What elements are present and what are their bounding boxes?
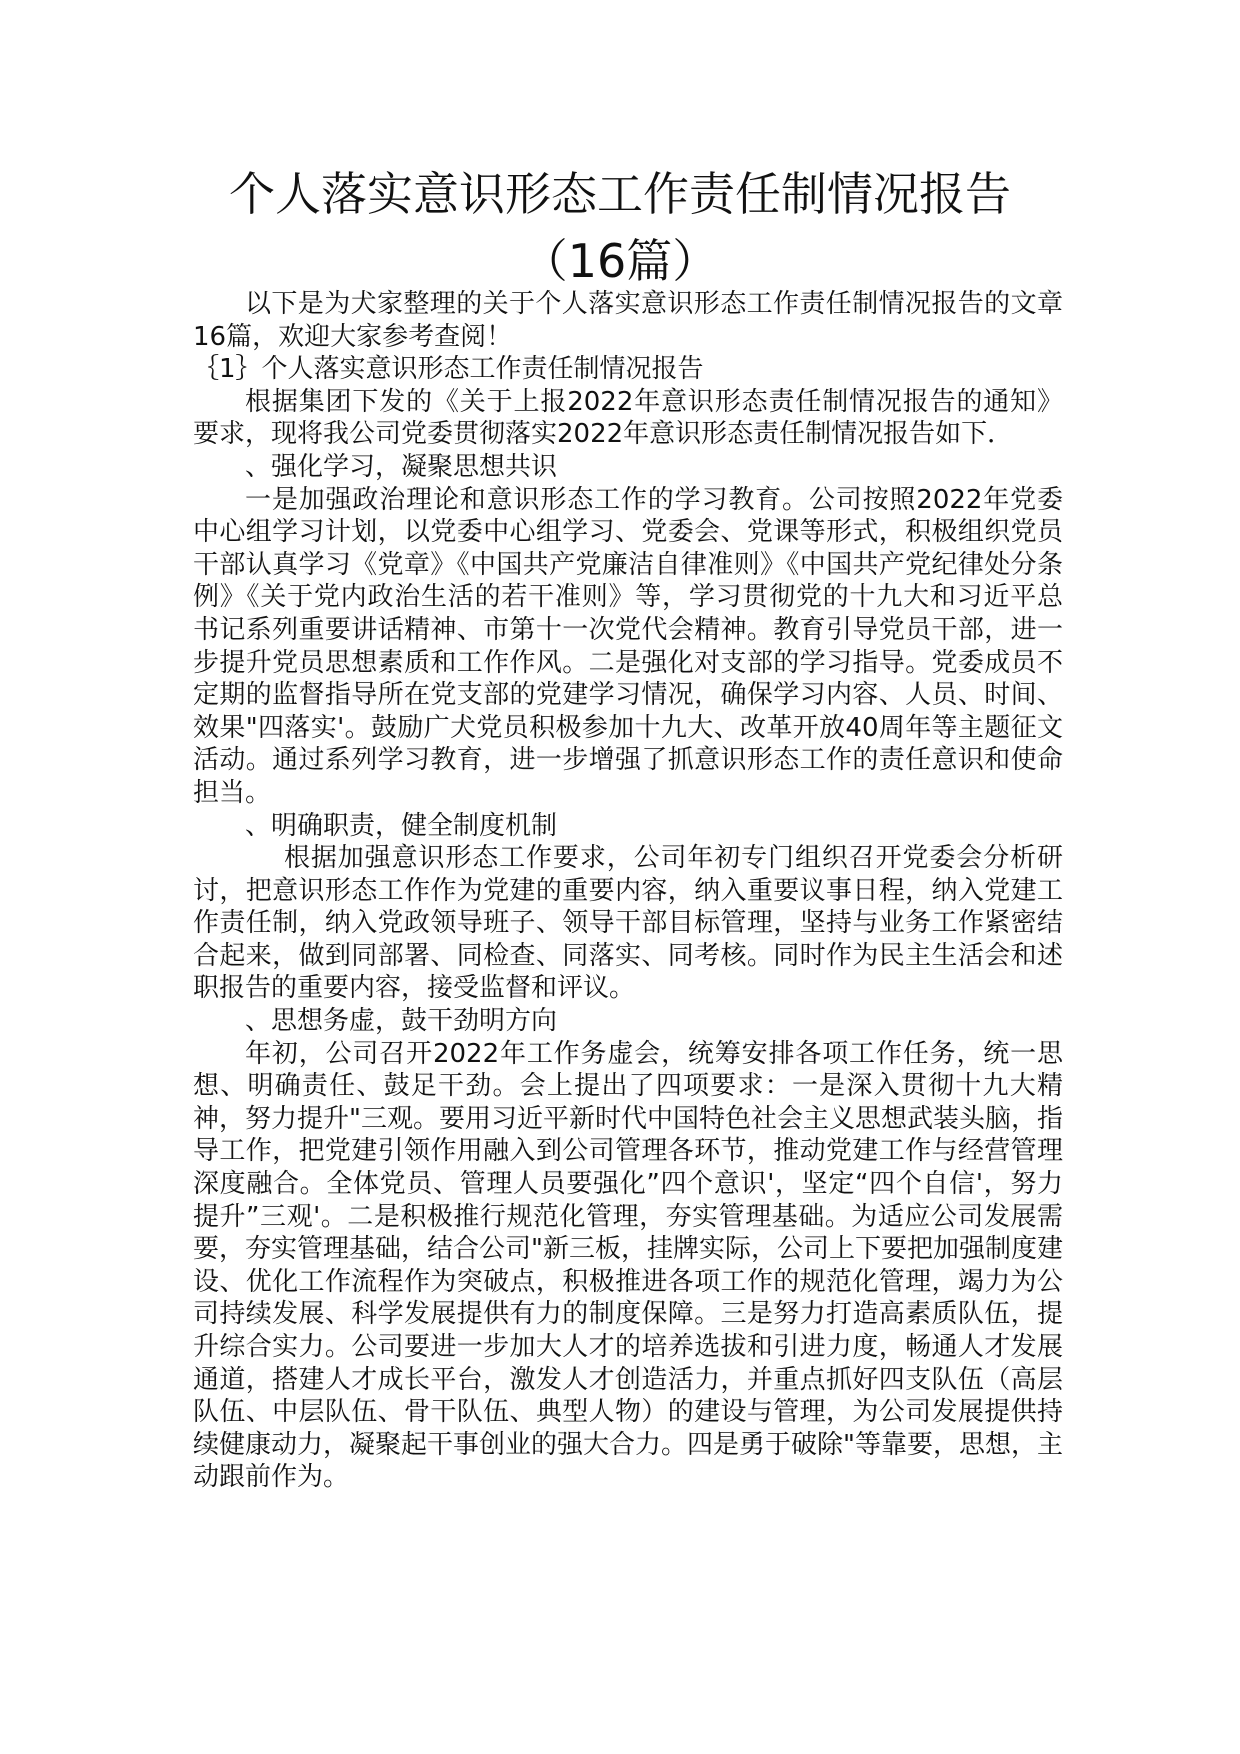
document-subtitle: （16篇） [521,234,719,288]
section-heading-thinking: 、思想务虚，鼓干劲明方向 [245,1006,558,1037]
section-heading-duties: 、明确职责，健全制度机制 [245,810,558,841]
paragraph-notice: 根据集团下发的《关于上报2022年意识形态责任制情况报告的通知》要求，现将我公司党委贯彻落实2022年意识形态责任制情况报告如下． [193,386,1063,450]
paragraph-study: 一是加强政治理论和意识形态工作的学习教育。公司按照2022年党委中心组学习计划，以党委中心组学习、党委会、党课等形式，积极组织党员干部认真学习《党章》《中国共产党廉洁自律准则》《中国共产党纪律处分条例》《关于党内政治生活的若干准则》等，学习贯彻党的十九大和习近平总书记系列重要讲话精神、市第十一次党代会精神。教育引导党员干部，进一步提升党员思想素质和工作作风。二是强化对支部的学习指导。党委成员不定期的监督指导所在党支部的党建学习情况，确保学习内容、人员、时间、效果"四落实'。鼓励广犬党员积极参加十九大、改革开放40周年等主题征文活动。通过系列学习教育，进一步增强了抓意识形态工作的责任意识和使命担当。 [193,484,1063,808]
paragraph-thinking: 年初，公司召开2022年工作务虚会，统筹安排各项工作任务，统一思想、明确责任、鼓足干劲。会上提出了四项要求：一是深入贯彻十九大精神，努力提升"三观。要用习近平新时代中国特色社会主义思想武装头脑，指导工作，把党建引领作用融入到公司管理各环节，推动党建工作与经营管理深度融合。全体党员、管理人员要强化”四个意识'，坚定“四个自信'，努力提升”三观'。二是积极推行规范化管理，夯实管理基础。为适应公司发展需要，夯实管理基础，结合公司"新三板，挂牌实际，公司上下要把加强制度建设、优化工作流程作为突破点，积极推进各项工作的规范化管理，竭力为公司持续发展、科学发展提供有力的制度保障。三是努力打造高素质队伍，提升综合实力。公司要进一步加大人才的培养选拔和引进力度，畅通人才发展通道，搭建人才成长平台，激发人才创造活力，并重点抓好四支队伍（高层队伍、中层队伍、骨干队伍、典型人物）的建设与管理，为公司发展提供持续健康动力，凝聚起干事创业的强大合力。四是勇于破除"等靠要，思想，主动跟前作为。 [193,1038,1063,1493]
section-heading-study: 、强化学习，凝聚思想共识 [245,451,558,482]
document-title: 个人落实意识形态工作责任制情况报告 [229,167,1011,221]
intro-paragraph: 以下是为犬家整理的关于个人落实意识形态工作责任制情况报告的文章16篇，欢迎大家参考查阅！ [193,289,1063,352]
document-body [193,288,1063,1494]
paragraph-duties: 根据加强意识形态工作要求，公司年初专门组织召开党委会分析研讨，把意识形态工作作为党建的重要内容，纳入重要议事日程，纳入党建工作责任制，纳入党政领导班子、领导干部目标管理，坚持与业务工作紧密结合起来，做到同部署、同检查、同落实、同考核。同时作为民主生活会和述职报告的重要内容，接受监督和评议。 [193,843,1063,1004]
article-heading: ｛1｝个人落实意识形态工作责任制情况报告 [193,354,704,385]
